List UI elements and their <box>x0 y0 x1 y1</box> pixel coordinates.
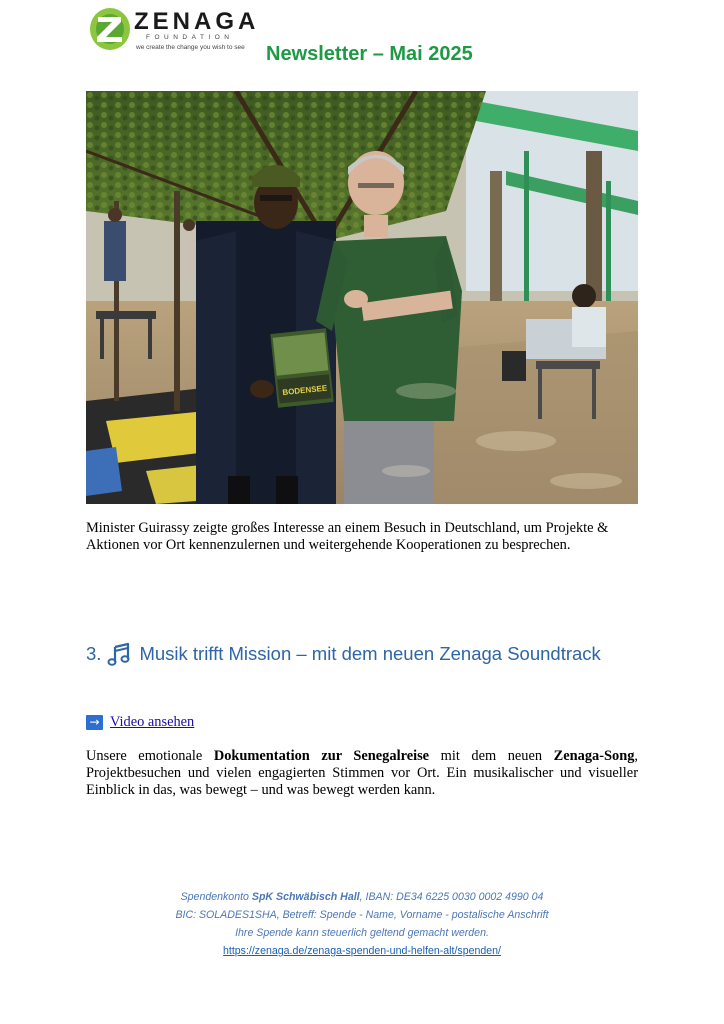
zenaga-logo <box>88 6 258 56</box>
arrow-right-icon: → <box>86 715 103 730</box>
donation-footer <box>0 888 724 960</box>
section-heading <box>86 641 601 667</box>
footer-iban: , IBAN: DE34 6225 0030 0002 4990 04 <box>359 891 544 903</box>
footer-line-tax: Ihre Spende kann steuerlich geltend gemacht werden. <box>235 927 489 939</box>
footer-line-account <box>0 888 724 906</box>
footer-line-bic: BIC: SOLADES1SHA, Betreff: Spende - Name, Vorname - postalische Anschrift <box>175 909 549 921</box>
book-cover-title: BODENSEE <box>282 383 328 398</box>
body-bold-song: Zenaga-Song <box>553 748 635 764</box>
zenaga-logo-icon <box>88 6 132 52</box>
video-line <box>86 713 194 731</box>
footer-account-prefix: Spendenkonto <box>180 891 252 903</box>
event-photo <box>86 91 638 504</box>
donation-link[interactable]: https://zenaga.de/zenaga-spenden-und-helfen-alt/spenden/ <box>223 945 501 957</box>
logo-subtitle: FOUNDATION <box>146 34 234 41</box>
photo-caption: Minister Guirassy zeigte großes Interesse an einem Besuch in Deutschland, um Projekte & Aktionen vor Ort kennenzulernen und weitergehende Kooperationen zu besprechen. <box>86 520 609 553</box>
body-text-2: mit dem neuen <box>429 748 554 764</box>
body-text-3: , Projektbesuchen und vielen engagierten Stimmen vor Ort. Ein musikalischer und visueller Einblick in das, was bewegt – und was bewegt werden kann. <box>86 748 639 798</box>
body-text-1: Unsere emotionale <box>86 748 214 764</box>
video-link[interactable]: Video ansehen <box>110 714 195 730</box>
section-title: Musik trifft Mission – mit dem neuen Zenaga Soundtrack <box>139 643 601 664</box>
footer-bank-name: SpK Schwäbisch Hall <box>251 891 360 903</box>
body-bold-documentation: Dokumentation zur Senegalreise <box>213 748 430 764</box>
section-number: 3. <box>86 643 102 664</box>
logo-tagline: we create the change you wish to see <box>136 44 245 51</box>
newsletter-title: Newsletter – Mai 2025 <box>266 43 473 65</box>
body-paragraph <box>86 748 638 799</box>
music-notes-icon <box>107 642 131 666</box>
logo-wordmark: ZENAGA <box>134 8 260 35</box>
